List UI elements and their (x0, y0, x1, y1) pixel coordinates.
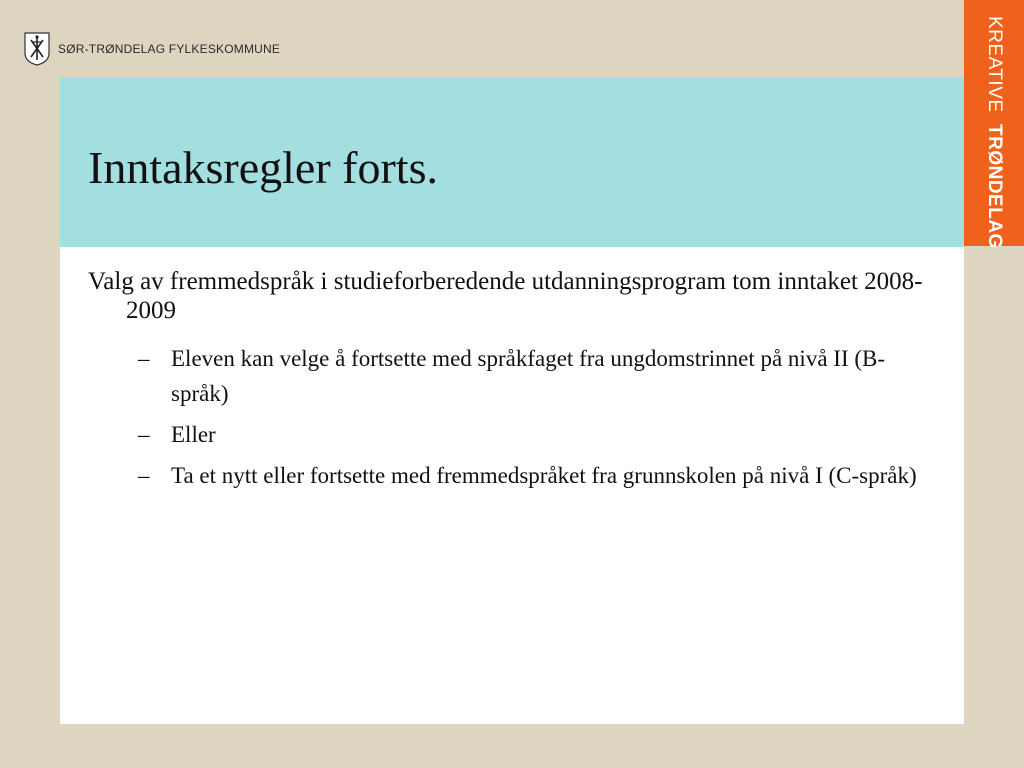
sub-bullet-text: Eleven kan velge å fortsette med språkfaget fra ungdomstrinnet på nivå II (B-språk) (171, 346, 886, 406)
main-bullet: Valg av fremmedspråk i studieforberedende utdanningsprogram tom inntaket 2008-2009 (88, 268, 923, 324)
brand-bold-word: TRØNDELAG (984, 124, 1005, 250)
sub-bullet-text: Eller (171, 422, 216, 447)
brand-light-word: KREATIVE (984, 16, 1005, 113)
brand-wordmark (983, 16, 1005, 250)
sub-bullet-text: Ta et nytt eller fortsette med fremmedspråket fra grunnskolen på nivå I (C-språk) (171, 463, 917, 488)
slide-title: Inntaksregler forts. (88, 142, 438, 193)
sub-bullet-item (134, 417, 934, 452)
title-band (60, 77, 964, 247)
organization-logo (24, 32, 280, 66)
content-area (60, 247, 964, 724)
sub-bullet-item (134, 458, 934, 493)
brand-strip (964, 0, 1024, 250)
organization-name: SØR-TRØNDELAG FYLKESKOMMUNE (58, 42, 281, 56)
dash-marker: – (138, 346, 150, 371)
dash-marker: – (138, 422, 150, 447)
crest-icon (24, 32, 50, 66)
sub-bullet-item (134, 341, 934, 411)
dash-marker: – (138, 463, 150, 488)
sub-bullet-list (134, 341, 934, 499)
